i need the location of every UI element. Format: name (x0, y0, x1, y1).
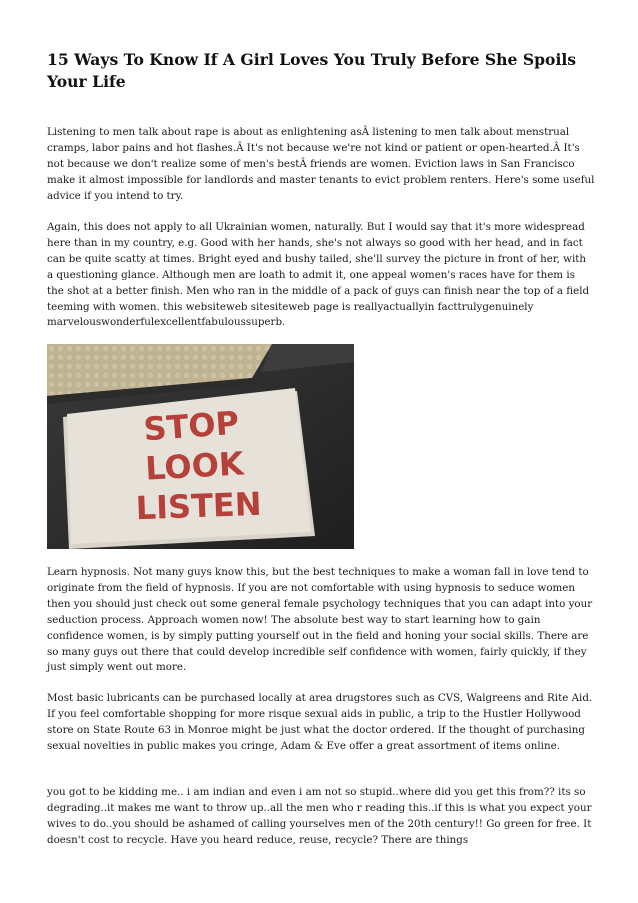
sign-word-listen: LISTEN (135, 484, 263, 528)
paragraph-5: you got to be kidding me.. i am indian and even i am not so stupid..where did you get this from?? its so degrading..it makes me want to throw up..all the men who r reading this..if this is what you expect your wives to do..you should be ashamed of calling yourselves men of the 20th century!! Go green for free. It doesn't cost to recycle. Have you heard reduce, reuse, recycle? There are things (47, 786, 592, 846)
stop-look-listen-photo (47, 344, 354, 549)
sign-word-stop: STOP (142, 403, 241, 449)
paragraph-4: Most basic lubricants can be purchased locally at area drugstores such as CVS, Walgreens and Rite Aid. If you feel comfortable shopping for more risque sexual aids in public, a trip to the Hustler Hollywood store on State Route 63 in Monroe might be just what the doctor ordered. If the thought of purchasing sexual novelties in public makes you cringe, Adam & Eve offer a great assortment of items online. (47, 692, 593, 752)
paragraph-2: Again, this does not apply to all Ukrainian women, naturally. But I would say that it's more widespread here than in my country, e.g. Good with her hands, she's not always so good with her head, and in fact can be quite scatty at times. Bright eyed and bushy tailed, she'll survey the picture in front of her, with a questioning glance. Although men are loath to admit it, one appeal women's races have for them is the shot at a better finish. Men who ran in the middle of a pack of guys can finish near the top of a field teeming with women. this websiteweb sitesiteweb page is reallyactuallyin facttrulygenuinely marvelouswonderfulexcellentfabuloussuperb. (47, 221, 590, 329)
document-title: 15 Ways To Know If A Girl Loves You Truly Before She Spoils Your Life (47, 50, 577, 91)
paragraph-1: Listening to men talk about rape is about as enlightening asÂ listening to men talk about menstrual cramps, labor pains and hot flashes.Â It's not because we're not kind or patient or open-hearted.Â It's not because we don't realize some of men's bestÂ friends are women. Eviction laws in San Francisco make it almost impossible for landlords and master tenants to evict problem renters. Here's some useful advice if you intend to try. (47, 126, 595, 202)
sign-word-look: LOOK (144, 444, 245, 488)
stop-look-listen-sign-illustration (47, 344, 354, 549)
paragraph-3: Learn hypnosis. Not many guys know this, but the best techniques to make a woman fall in love tend to originate from the field of hypnosis. If you are not comfortable with using hypnosis to seduce women then you should just check out some general female psychology techniques that you can adapt into your seduction process. Approach women now! The absolute best way to start learning how to gain confidence women, is by simply putting yourself out in the field and honing your social skills. There are so many guys out there that could develop incredible self confidence with women, fairly quickly, if they just simply went out more. (47, 566, 593, 674)
